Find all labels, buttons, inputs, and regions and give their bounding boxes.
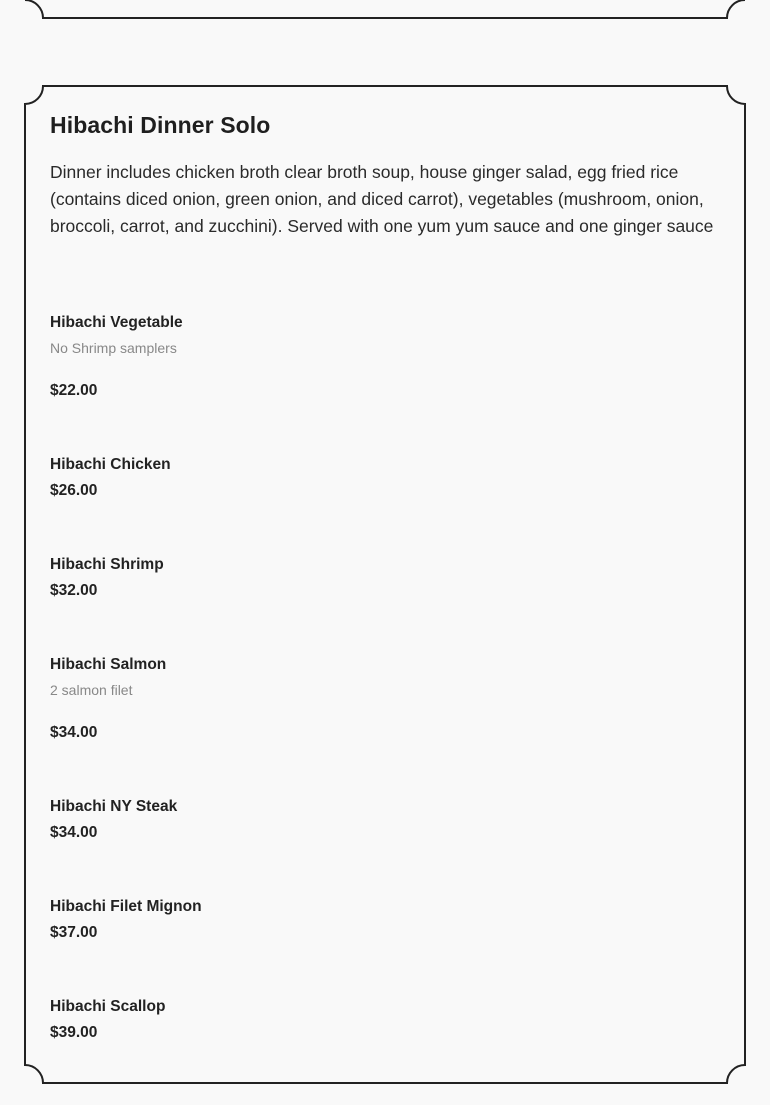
menu-item[interactable] bbox=[50, 313, 710, 401]
menu-item[interactable] bbox=[50, 455, 710, 501]
item-name: Hibachi Chicken bbox=[50, 456, 171, 473]
item-name: Hibachi Scallop bbox=[50, 998, 166, 1015]
item-name: Hibachi Vegetable bbox=[50, 314, 183, 331]
item-price: $26.00 bbox=[50, 482, 98, 499]
menu-item[interactable] bbox=[50, 555, 710, 601]
menu-item[interactable] bbox=[50, 655, 710, 743]
item-name: Hibachi NY Steak bbox=[50, 798, 178, 815]
menu-item[interactable] bbox=[50, 797, 710, 843]
item-price: $37.00 bbox=[50, 924, 98, 941]
section-title: Hibachi Dinner Solo bbox=[50, 112, 271, 138]
item-name: Hibachi Shrimp bbox=[50, 556, 164, 573]
section-description: Dinner includes chicken broth clear broth soup, house ginger salad, egg fried rice (contains diced onion, green onion, and diced carrot), vegetables (mushroom, onion, broccoli, carrot, and zucchini). Served with one yum yum sauce and one ginger sauce bbox=[50, 162, 714, 236]
item-name: Hibachi Filet Mignon bbox=[50, 898, 202, 915]
item-price: $39.00 bbox=[50, 1024, 98, 1041]
item-note: No Shrimp samplers bbox=[50, 340, 177, 356]
item-price: $34.00 bbox=[50, 824, 98, 841]
item-name: Hibachi Salmon bbox=[50, 656, 167, 673]
item-price: $34.00 bbox=[50, 724, 98, 741]
item-price: $32.00 bbox=[50, 582, 98, 599]
menu-item[interactable] bbox=[50, 997, 710, 1043]
previous-section-border bbox=[25, 0, 745, 18]
item-note: 2 salmon filet bbox=[50, 682, 133, 698]
item-price: $22.00 bbox=[50, 382, 98, 399]
menu-item[interactable] bbox=[50, 897, 710, 943]
